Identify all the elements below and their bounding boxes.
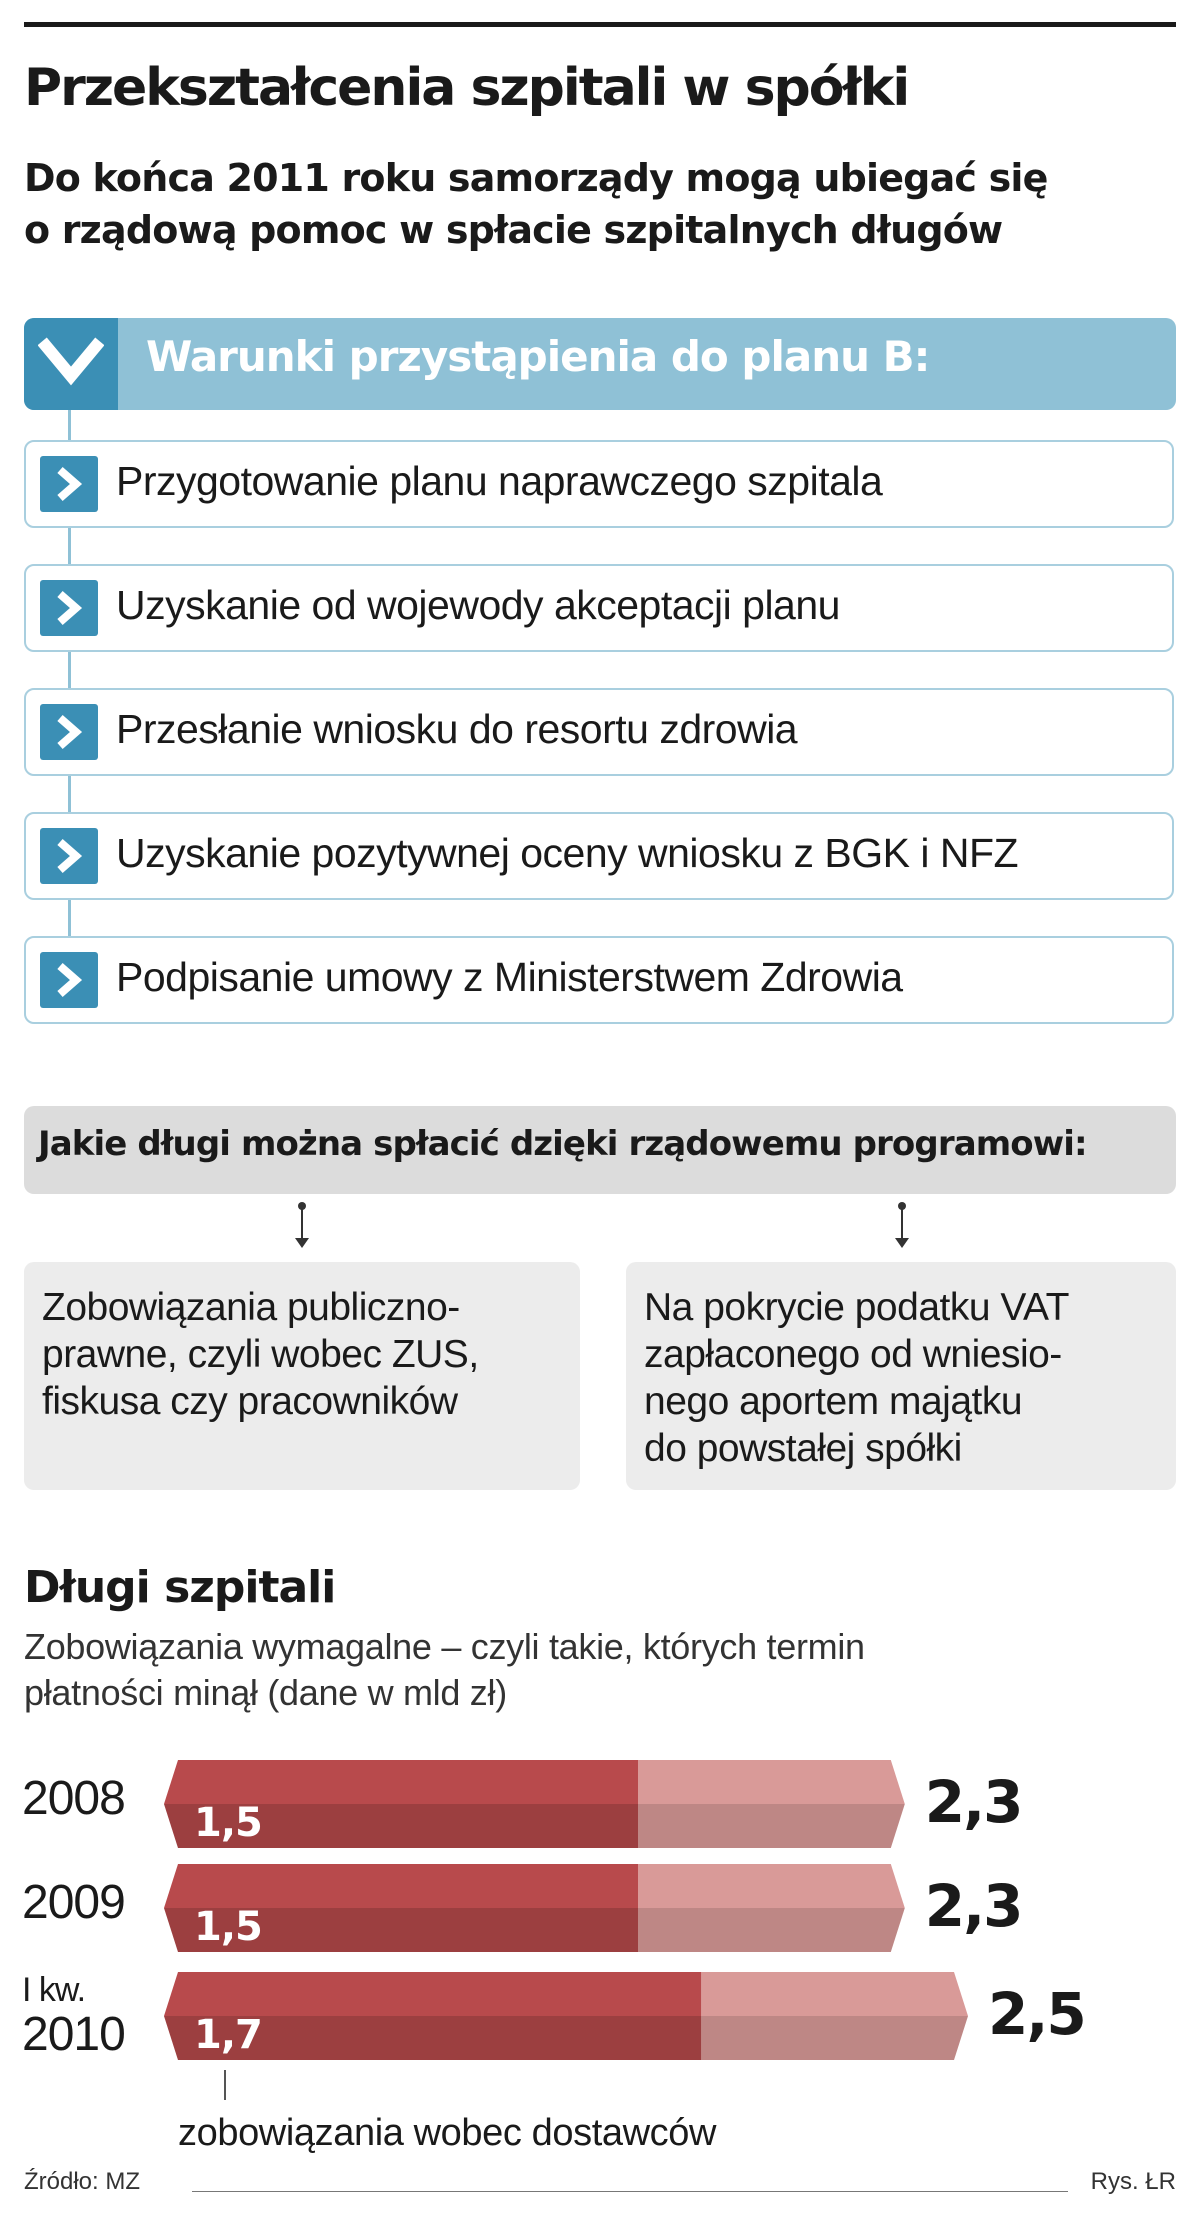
chevron-right-icon bbox=[40, 952, 98, 1008]
chart-subtitle-line: Zobowiązania wymagalne – czyli takie, których termin bbox=[24, 1626, 865, 1667]
top-rule bbox=[24, 22, 1176, 27]
condition-step bbox=[24, 812, 1174, 900]
bar-segment-other-shade bbox=[638, 1804, 905, 1848]
chevron-down-icon bbox=[38, 332, 104, 396]
debt-option-text bbox=[644, 1284, 1158, 1472]
debt-option-line: do powstałej spółki bbox=[644, 1427, 962, 1470]
debts-bar-chart bbox=[0, 1740, 1200, 2070]
condition-step-label: Uzyskanie od wojewody akceptacji planu bbox=[116, 582, 840, 628]
debt-option-line: Na pokrycie podatku VAT bbox=[644, 1286, 1069, 1329]
condition-step bbox=[24, 688, 1174, 776]
category-label-year: 2010 bbox=[22, 2008, 125, 2061]
credit-label: Rys. ŁR bbox=[1090, 2168, 1176, 2195]
bar-segment-other-shade bbox=[638, 1908, 905, 1952]
debt-option-line: prawne, czyli wobec ZUS, bbox=[42, 1333, 479, 1376]
footer-rule bbox=[192, 2191, 1068, 2192]
chevron-right-icon bbox=[40, 828, 98, 884]
debt-option-line: fiskusa czy pracowników bbox=[42, 1380, 458, 1423]
chart-annotation: zobowiązania wobec dostawców bbox=[178, 2112, 717, 2154]
debts-connector-arrow-icon bbox=[901, 1204, 903, 1246]
debt-option-line: Zobowiązania publiczno- bbox=[42, 1286, 460, 1329]
condition-step bbox=[24, 936, 1174, 1024]
chevron-right-icon bbox=[40, 580, 98, 636]
condition-step bbox=[24, 440, 1174, 528]
condition-step-label: Podpisanie umowy z Ministerstwem Zdrowia bbox=[116, 954, 903, 1000]
chevron-right-icon bbox=[40, 456, 98, 512]
page-title: Przekształcenia szpitali w spółki bbox=[24, 58, 909, 118]
condition-step bbox=[24, 564, 1174, 652]
chart-title: Długi szpitali bbox=[24, 1562, 336, 1613]
bar-value-label: 1,5 bbox=[194, 1800, 262, 1846]
conditions-title: Warunki przystąpienia do planu B: bbox=[146, 332, 930, 381]
debt-option-line: nego aportem majątku bbox=[644, 1380, 1023, 1423]
chart-subtitle-line: płatności minął (dane w mld zł) bbox=[24, 1672, 507, 1713]
chevron-right-icon bbox=[40, 704, 98, 760]
subtitle-line-2: o rządową pomoc w spłacie szpitalnych długów bbox=[24, 208, 1003, 252]
category-label-year: 2008 bbox=[22, 1772, 125, 1825]
bar-segment-other-shade bbox=[701, 2016, 968, 2060]
condition-step-label: Przesłanie wniosku do resortu zdrowia bbox=[116, 706, 798, 752]
bar-total-label: 2,3 bbox=[924, 1872, 1022, 1940]
condition-step-label: Przygotowanie planu naprawczego szpitala bbox=[116, 458, 883, 504]
annotation-tick bbox=[224, 2070, 226, 2100]
page-subtitle bbox=[24, 152, 1184, 256]
bar-value-label: 1,7 bbox=[194, 2012, 262, 2058]
debt-option-box bbox=[626, 1262, 1176, 1490]
debt-option-box bbox=[24, 1262, 580, 1490]
bar-total-label: 2,3 bbox=[924, 1768, 1022, 1836]
source-label: Źródło: MZ bbox=[24, 2168, 141, 2195]
debts-connector-arrow-icon bbox=[301, 1204, 303, 1246]
conditions-checkmark-box bbox=[24, 318, 118, 410]
subtitle-line-1: Do końca 2011 roku samorządy mogą ubiegać się bbox=[24, 156, 1048, 200]
category-label-year: 2009 bbox=[22, 1876, 125, 1929]
category-label-prefix: I kw. bbox=[22, 1971, 86, 2009]
debts-title: Jakie długi można spłacić dzięki rządowemu programowi: bbox=[38, 1124, 1087, 1164]
condition-step-label: Uzyskanie pozytywnej oceny wniosku z BGK i NFZ bbox=[116, 830, 1019, 876]
debt-option-line: zapłaconego od wniesio- bbox=[644, 1333, 1062, 1376]
bar-total-label: 2,5 bbox=[988, 1980, 1085, 2048]
debt-option-text bbox=[42, 1284, 562, 1425]
bar-value-label: 1,5 bbox=[194, 1904, 262, 1950]
chart-subtitle bbox=[24, 1624, 1184, 1716]
